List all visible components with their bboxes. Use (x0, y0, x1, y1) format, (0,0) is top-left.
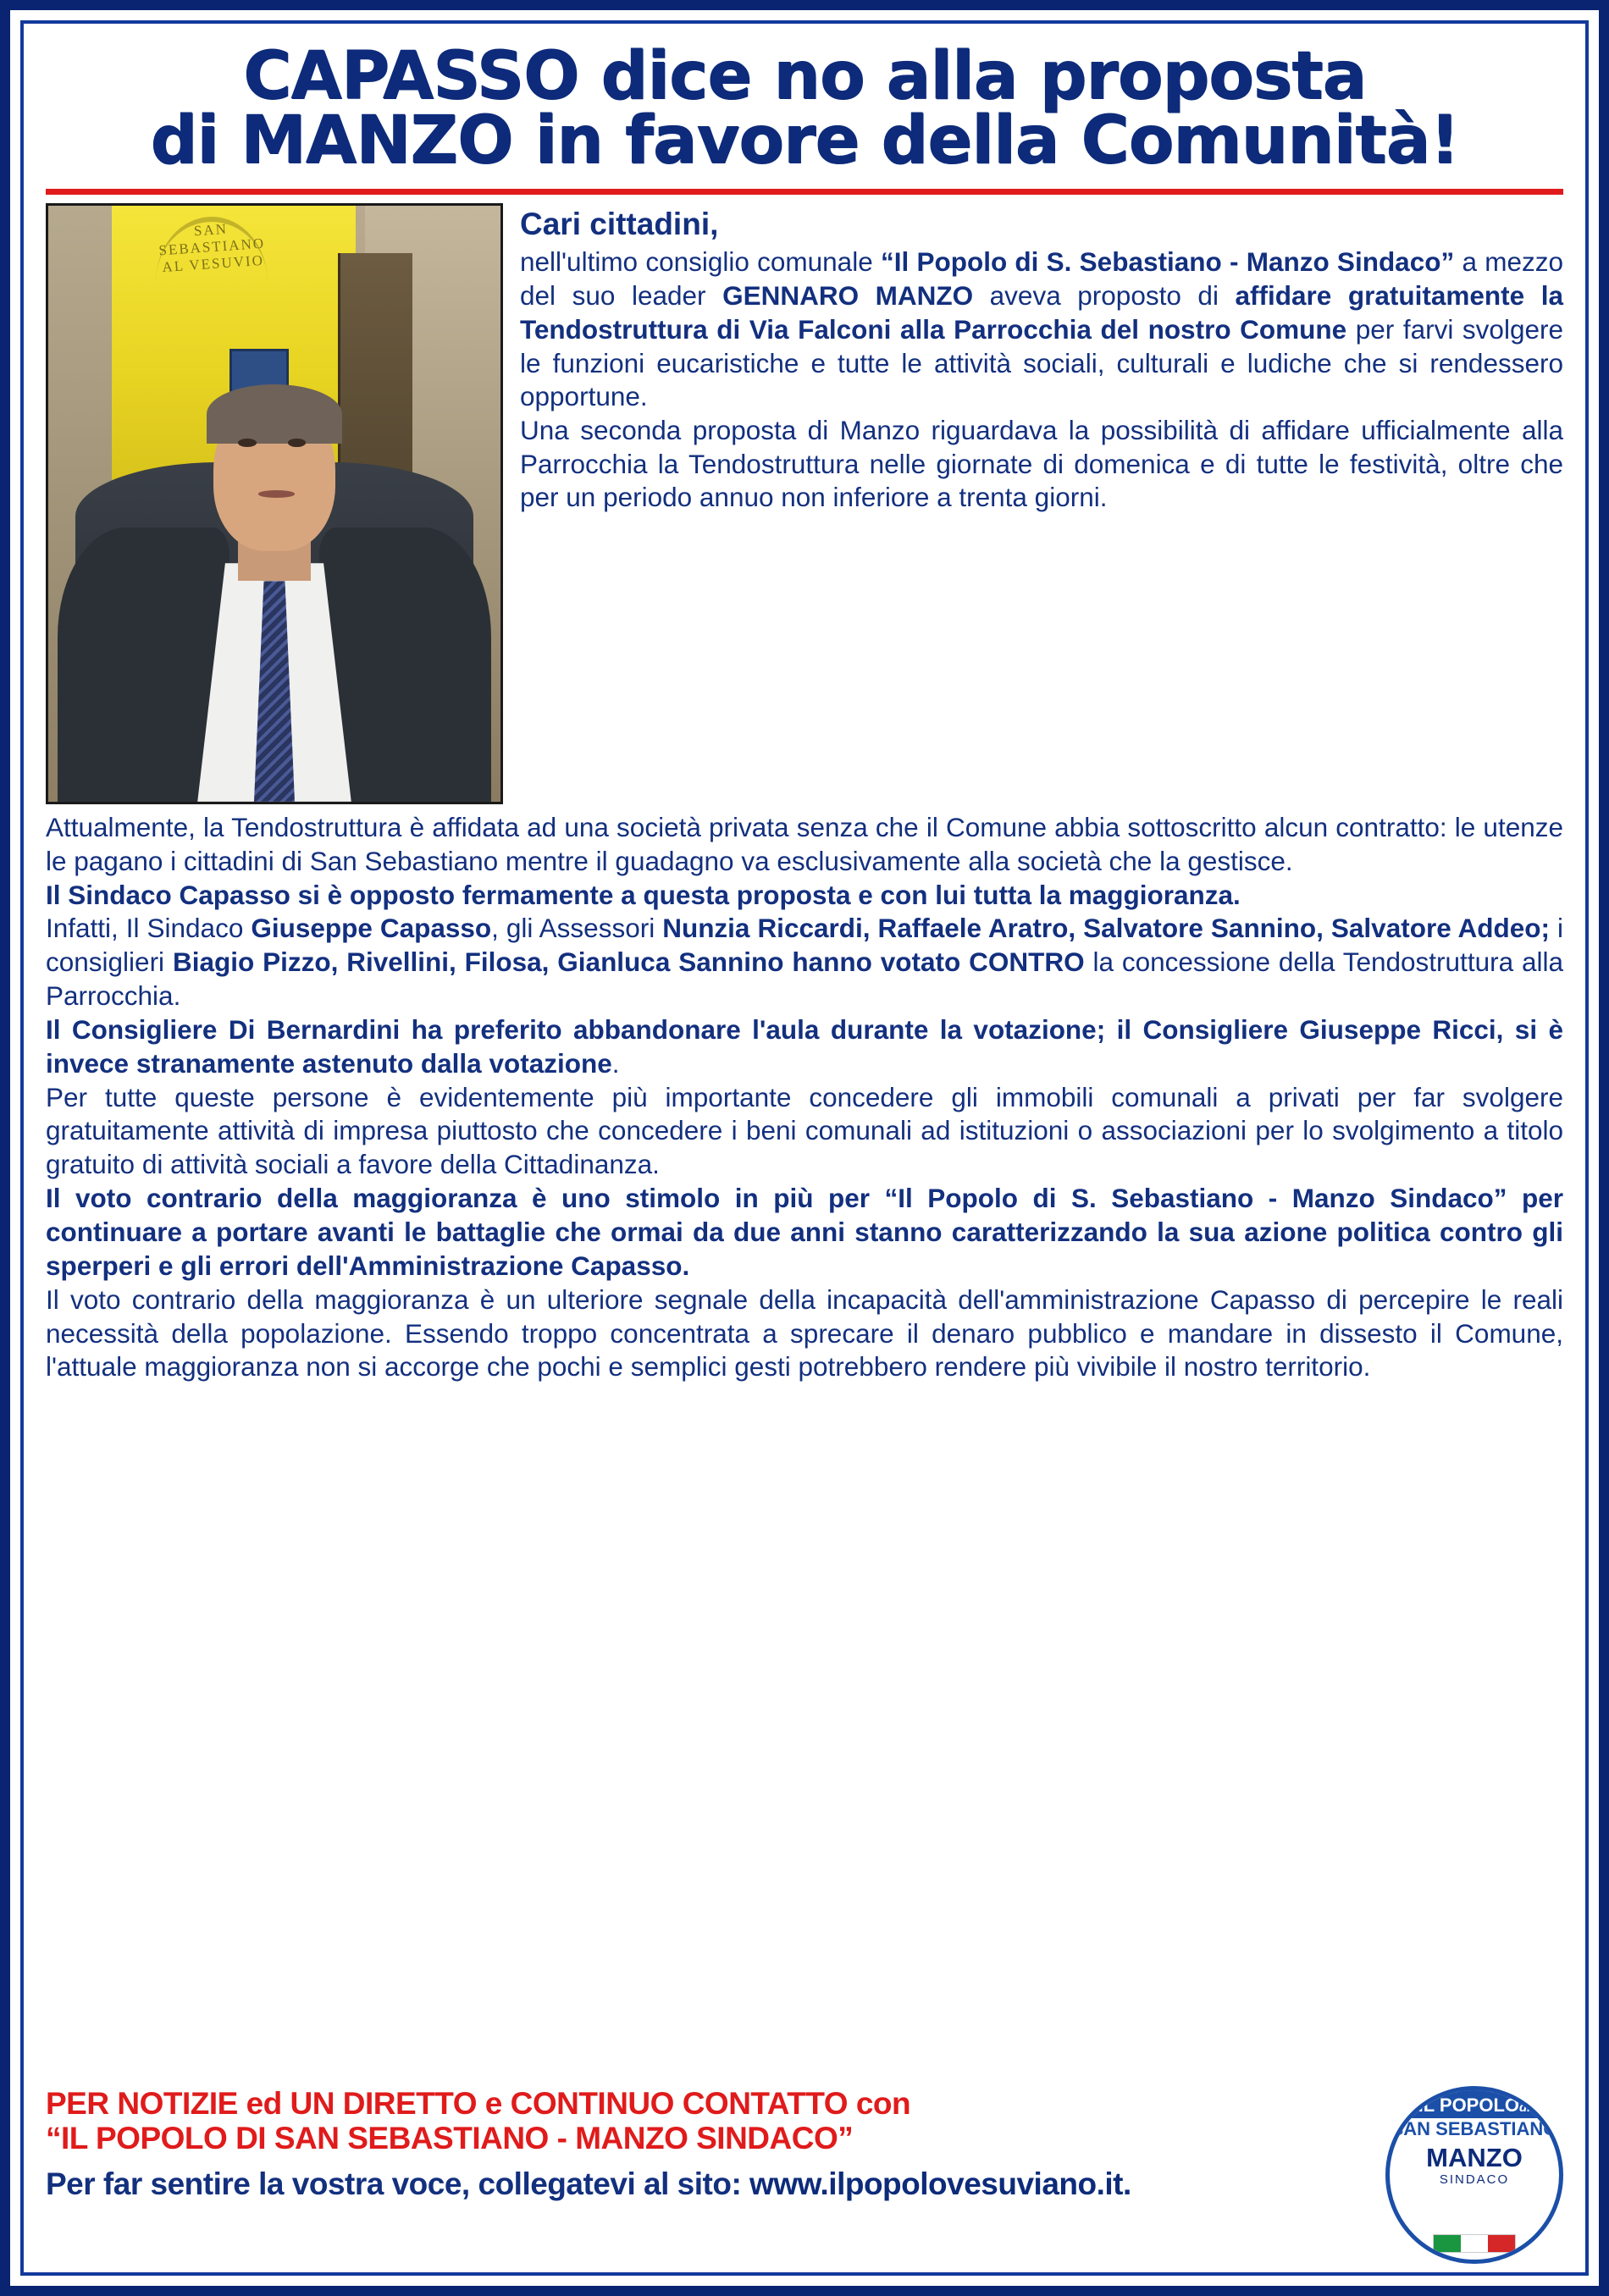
logo-band-second (1390, 2118, 1559, 2139)
intro-p1-leader: GENNARO MANZO (722, 280, 974, 312)
footer-line-3-text: Per far sentire la vostra voce, collegatevi al sito: (46, 2166, 750, 2201)
paragraph-6 (46, 1013, 1563, 1081)
footer-text (46, 2086, 1374, 2202)
p6-bold: Il Consigliere Di Bernardini ha preferito abbandonare l'aula durante la votazione; il Consigliere Giuseppe Ricci, si è invece stranamente astenuto dalla votazione (46, 1013, 1563, 1079)
headline-line-2: di MANZO in favore della Comunità! (150, 102, 1459, 179)
intro-p1-g: per farvi svolgere le funzioni eucaristiche e tutte le attività sociali, culturali e ludiche che si rendessero opportune. (520, 313, 1563, 412)
logo-candidate-name: MANZO (1426, 2143, 1523, 2173)
footer (46, 2078, 1563, 2264)
party-logo (1385, 2086, 1563, 2264)
intro-section (46, 203, 1563, 804)
poster-inner-frame (20, 20, 1589, 2276)
paragraph-5 (46, 912, 1563, 1013)
footer-line-3 (46, 2166, 1374, 2202)
p5-assessors: Nunzia Riccardi, Raffaele Aratro, Salvatore Sannino, Salvatore Addeo; (662, 913, 1551, 944)
paragraph-3: Attualmente, la Tendostruttura è affidata ad una società privata senza che il Comune abbia sottoscritto alcun contratto: le utenze le pagano i cittadini di San Sebastiano mentre il guadagno va esclusivamente alla società che la gestisce. (46, 811, 1563, 876)
greeting: Cari cittadini, (520, 206, 719, 241)
logo-band-top (1390, 2090, 1559, 2118)
paragraph-9: Il voto contrario della maggioranza è un ulteriore segnale della incapacità dell'amministrazione Capasso di percepire le reali necessità della popolazione. Essendo troppo concentrata a sprecare il denaro pubblico e mandare in dissesto il Comune, l'attuale maggioranza non si accorge che pochi e semplici gesti potrebbero rendere più vivibile il nostro territorio. (46, 1283, 1563, 1383)
website-link[interactable]: www.ilpopolovesuviano.it. (749, 2166, 1131, 2201)
photo-mouth (258, 490, 295, 497)
page-title (46, 38, 1563, 179)
p5-g: la concessione della Tendostruttura alla Parrocchia. (46, 947, 1564, 1012)
logo-candidate-role: SINDACO (1439, 2172, 1510, 2188)
p5-a: Infatti, Il Sindaco (46, 913, 252, 944)
p5-mayor: Giuseppe Capasso (251, 913, 492, 944)
intro-p2: Una seconda proposta di Manzo riguardava la possibilità di affidare ufficialmente alla Parrocchia la Tendostruttura nelle giornate di domenica e di tutte le festività, oltre che per un periodo annuo non inferiore a trenta giorni. (520, 414, 1563, 513)
photo-banner-text: SAN SEBASTIANO AL VESUVIO (158, 220, 266, 276)
intro-p1-proposal: affidare gratuitamente la Tendostruttura di Via Falconi alla Parrocchia del nostro Comune (520, 280, 1563, 345)
p5-c: , gli Assessori (491, 913, 663, 944)
logo-second-text: SAN SEBASTIANO (1391, 2118, 1558, 2140)
paragraph-8: Il voto contrario della maggioranza è uno stimolo in più per “Il Popolo di S. Sebastiano - Manzo Sindaco” per continuare a portare avanti le battaglie che ormai da due anni stanno caratterizzando la sua azione politica contro gli sperperi e gli errori dell'Amministrazione Capasso. (46, 1183, 1563, 1281)
mayor-photo (46, 203, 503, 804)
body-text (46, 811, 1563, 1384)
logo-top-text: IL POPOLO (1418, 2095, 1520, 2116)
headline-line-1: CAPASSO dice no alla proposta (243, 38, 1366, 114)
footer-line-2: “IL POPOLO DI SAN SEBASTIANO - MANZO SINDACO” (46, 2121, 854, 2156)
intro-p1-party: “Il Popolo di S. Sebastiano - Manzo Sindaco” (880, 246, 1455, 278)
paragraph-7: Per tutte queste persone è evidentemente più importante concedere gli immobili comunali a privati per far svolgere gratuitamente attività di impresa piuttosto che concedere i beni comunali ad istituzioni o associazioni per lo svolgimento a titolo gratuito di attività sociali a favore della Cittadinanza. (46, 1081, 1563, 1180)
italian-flag-icon (1433, 2234, 1516, 2253)
intro-p1-e: aveva proposto di (973, 280, 1236, 312)
divider-red (46, 189, 1563, 195)
p6-tail: . (611, 1047, 620, 1079)
logo-top-small: di (1519, 2100, 1531, 2115)
intro-p1-c: a mezzo del suo leader (520, 246, 1564, 312)
photo-eye-left (238, 439, 256, 447)
intro-text (520, 203, 1563, 515)
paragraph-4: Il Sindaco Capasso si è opposto fermamente a questa proposta e con lui tutta la maggioranza. (46, 879, 1241, 910)
photo-hair (207, 384, 342, 444)
p5-councillors: Biagio Pizzo, Rivellini, Filosa, Gianluca Sannino hanno votato CONTRO (172, 947, 1085, 978)
intro-p1-a: nell'ultimo consiglio comunale (520, 246, 881, 278)
footer-line-1: PER NOTIZIE ed UN DIRETTO e CONTINUO CONTATTO con (46, 2086, 911, 2121)
p5-e: i consiglieri (46, 913, 1564, 978)
